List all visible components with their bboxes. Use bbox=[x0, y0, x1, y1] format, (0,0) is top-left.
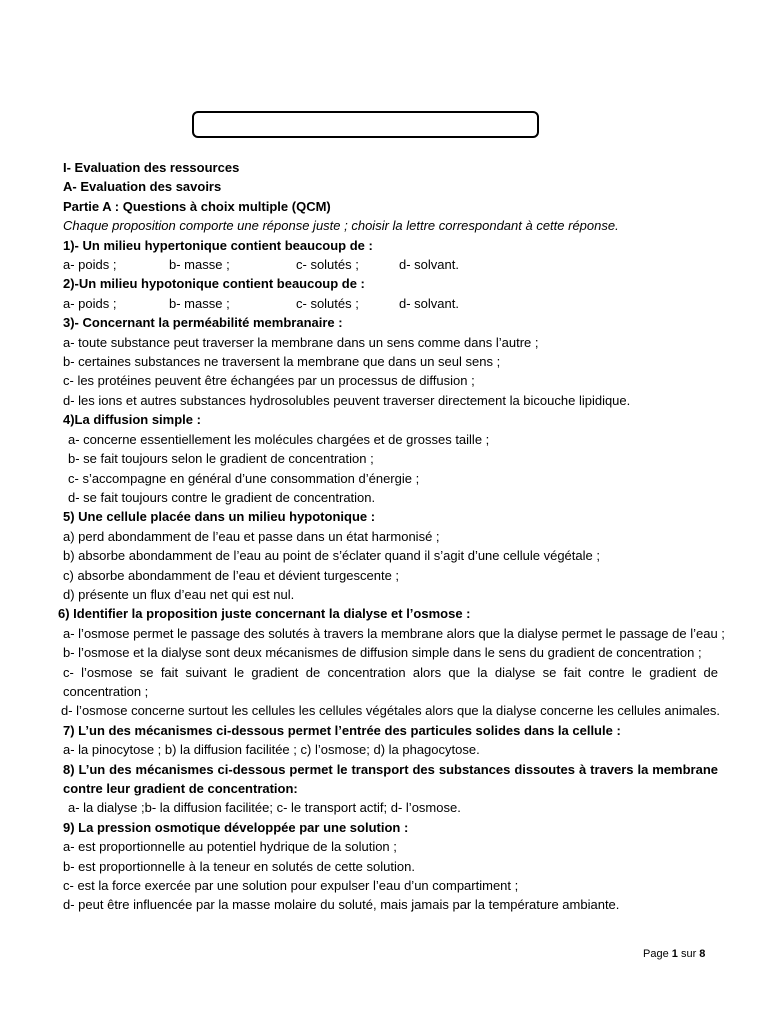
q2-option-c: c- solutés ; bbox=[296, 295, 359, 311]
question-2-options bbox=[63, 294, 718, 313]
question-8-cont: contre leur gradient de concentration: bbox=[63, 781, 298, 796]
question-2: 2)-Un milieu hypotonique contient beaucoup de : bbox=[63, 276, 365, 292]
q4-option-a: a- concerne essentiellement les molécules chargées et de grosses taille ; bbox=[68, 431, 490, 447]
q9-option-b: b- est proportionnelle à la teneur en solutés de cette solution. bbox=[63, 858, 415, 874]
q5-option-d: d) présente un flux d’eau net qui est nul. bbox=[63, 586, 295, 602]
instruction-text: Chaque proposition comporte une réponse juste ; choisir la lettre correspondant à cette réponse. bbox=[63, 218, 619, 234]
q3-option-d: d- les ions et autres substances hydrosolubles peuvent traverser directement la bicouche lipidique. bbox=[63, 392, 631, 408]
q2-option-a: a- poids ; bbox=[63, 295, 117, 311]
question-7: 7) L’un des mécanismes ci-dessous permet l’entrée des particules solides dans la cellule : bbox=[63, 722, 621, 738]
page-of-label: sur bbox=[680, 948, 697, 960]
question-3: 3)- Concernant la perméabilité membranaire : bbox=[63, 315, 343, 331]
section-heading-1: I- Evaluation des ressources bbox=[63, 160, 240, 175]
question-8: 8) L’un des mécanismes ci-dessous permet le transport des substances dissoutes à travers la membrane bbox=[63, 761, 718, 777]
page-label: Page bbox=[643, 948, 669, 960]
q7-options: a- la pinocytose ; b) la diffusion facilitée ; c) l’osmose; d) la phagocytose. bbox=[63, 742, 480, 758]
q1-option-d: d- solvant. bbox=[399, 257, 459, 273]
q8-options: a- la dialyse ;b- la diffusion facilitée; c- le transport actif; d- l’osmose. bbox=[68, 800, 461, 816]
q6-option-c-cont: concentration ; bbox=[63, 683, 149, 699]
page-footer bbox=[643, 948, 705, 960]
q1-option-b: b- masse ; bbox=[169, 257, 230, 273]
q6-option-c: c- l’osmose se fait suivant le gradient de concentration alors que la dialyse se fait contre le gradient de bbox=[63, 664, 718, 680]
page-number: 1 bbox=[671, 948, 678, 960]
q9-option-c: c- est la force exercée par une solution pour expulser l’eau d’un compartiment ; bbox=[63, 878, 519, 894]
question-4: 4)La diffusion simple : bbox=[63, 412, 201, 428]
title-box bbox=[192, 111, 539, 138]
q6-option-d: d- l’osmose concerne surtout les cellules les cellules végétales alors que la dialyse concerne les cellules animales. bbox=[61, 703, 721, 719]
q1-option-c: c- solutés ; bbox=[296, 257, 359, 273]
q4-option-b: b- se fait toujours selon le gradient de concentration ; bbox=[68, 451, 374, 467]
q3-option-c: c- les protéines peuvent être échangées par un processus de diffusion ; bbox=[63, 373, 475, 389]
section-heading-3: Partie A : Questions à choix multiple (QCM) bbox=[63, 198, 331, 214]
q5-option-a: a) perd abondamment de l’eau et passe dans un état harmonisé ; bbox=[63, 528, 440, 544]
q4-option-d: d- se fait toujours contre le gradient de concentration. bbox=[68, 489, 376, 505]
q2-option-d: d- solvant. bbox=[399, 295, 459, 311]
question-1-options bbox=[63, 255, 718, 274]
question-9: 9) La pression osmotique développée par une solution : bbox=[63, 819, 409, 835]
q5-option-b: b) absorbe abondamment de l’eau au point de s’éclater quand il s’agit d’une cellule végétale ; bbox=[63, 548, 600, 564]
q6-option-a: a- l’osmose permet le passage des solutés à travers la membrane alors que la dialyse permet le passage de l’eau ; bbox=[63, 625, 725, 641]
q3-option-b: b- certaines substances ne traversent la membrane que dans un seul sens ; bbox=[63, 354, 501, 370]
q9-option-d: d- peut être influencée par la masse molaire du soluté, mais jamais par la température ambiante. bbox=[63, 897, 620, 913]
q3-option-a: a- toute substance peut traverser la membrane dans un sens comme dans l’autre ; bbox=[63, 334, 539, 350]
q4-option-c: c- s’accompagne en général d’une consommation d’énergie ; bbox=[68, 470, 420, 486]
q5-option-c: c) absorbe abondamment de l’eau et dévient turgescente ; bbox=[63, 567, 400, 583]
q2-option-b: b- masse ; bbox=[169, 295, 230, 311]
q6-option-b: b- l’osmose et la dialyse sont deux mécanismes de diffusion simple dans le sens du gradient de concentration ; bbox=[63, 645, 702, 661]
question-5: 5) Une cellule placée dans un milieu hypotonique : bbox=[63, 509, 376, 525]
question-6: 6) Identifier la proposition juste concernant la dialyse et l’osmose : bbox=[58, 606, 471, 622]
exam-content bbox=[58, 158, 725, 915]
page-total: 8 bbox=[699, 948, 706, 960]
q9-option-a: a- est proportionnelle au potentiel hydrique de la solution ; bbox=[63, 839, 397, 855]
q1-option-a: a- poids ; bbox=[63, 257, 117, 273]
section-heading-2: A- Evaluation des savoirs bbox=[63, 179, 222, 195]
question-1: 1)- Un milieu hypertonique contient beaucoup de : bbox=[63, 237, 373, 253]
